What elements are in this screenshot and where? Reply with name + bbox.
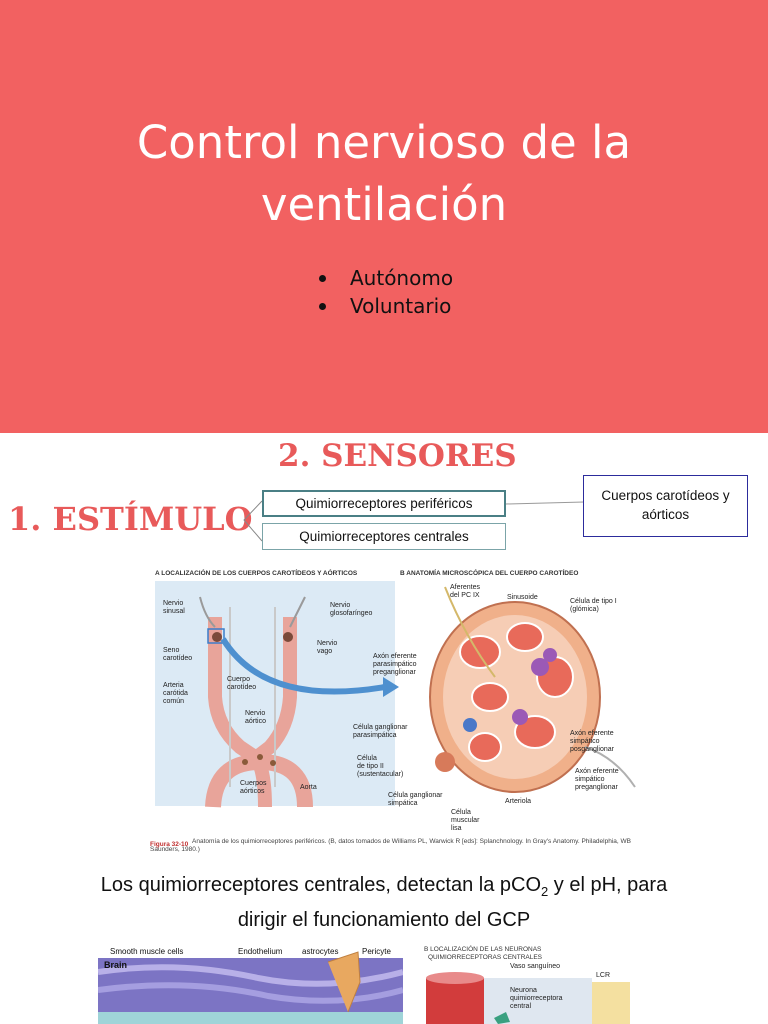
title-slide xyxy=(0,0,768,433)
svg-text:Endothelium: Endothelium xyxy=(238,947,283,956)
anatomy-figure xyxy=(145,557,640,860)
perifericos-box: Quimiorreceptores periféricos xyxy=(262,490,506,517)
slide-title xyxy=(0,112,768,236)
svg-text:lisa: lisa xyxy=(451,825,462,832)
estimulo-heading: 1. ESTÍMULO xyxy=(8,500,253,538)
svg-text:Vaso sanguíneo: Vaso sanguíneo xyxy=(510,963,561,970)
connector-line xyxy=(506,500,586,510)
svg-text:de tipo II: de tipo II xyxy=(357,763,384,770)
svg-text:QUIMIORRECEPTORAS CENTRALES: QUIMIORRECEPTORAS CENTRALES xyxy=(428,954,543,961)
svg-text:Nervio: Nervio xyxy=(163,600,184,607)
svg-text:astrocytes: astrocytes xyxy=(302,947,339,956)
carotideos-box: Cuerpos carotídeos y aórticos xyxy=(583,475,748,537)
svg-text:aórticos: aórticos xyxy=(240,788,265,795)
svg-text:Célula: Célula xyxy=(357,755,377,762)
svg-text:Célula ganglionar: Célula ganglionar xyxy=(388,792,443,799)
svg-text:simpática: simpática xyxy=(388,800,418,807)
svg-text:Nervio: Nervio xyxy=(245,710,266,717)
svg-text:Axón eferente: Axón eferente xyxy=(570,730,614,737)
svg-text:simpático: simpático xyxy=(570,738,600,745)
svg-text:Cuerpos: Cuerpos xyxy=(240,780,267,787)
svg-text:Célula ganglionar: Célula ganglionar xyxy=(353,724,408,731)
bullet-item: Autónomo xyxy=(316,264,453,292)
svg-text:Aorta: Aorta xyxy=(300,784,317,791)
svg-text:B LOCALIZACIÓN DE LAS NEURON: B LOCALIZACIÓN DE LAS NEURONAS xyxy=(424,946,542,953)
svg-text:aórtico: aórtico xyxy=(245,718,267,725)
svg-text:Arteria: Arteria xyxy=(163,682,184,689)
svg-text:Smooth muscle cells: Smooth muscle cells xyxy=(110,947,184,956)
svg-text:LCR: LCR xyxy=(596,972,611,979)
bullet-list xyxy=(316,264,453,320)
svg-text:Aferentes: Aferentes xyxy=(450,584,480,591)
sensores-heading: 2. SENSORES xyxy=(278,438,517,474)
svg-text:vago: vago xyxy=(317,648,333,655)
svg-text:Nervio: Nervio xyxy=(330,602,351,609)
bullet-dot-icon xyxy=(319,303,326,310)
svg-text:Arteriola: Arteriola xyxy=(505,798,532,805)
centrales-box: Quimiorreceptores centrales xyxy=(262,523,506,550)
svg-text:Seno: Seno xyxy=(163,647,180,654)
svg-text:parasimpático: parasimpático xyxy=(373,661,417,668)
svg-text:Neurona: Neurona xyxy=(510,987,537,994)
title-line-2: ventilación xyxy=(260,178,508,231)
svg-text:carotídeo: carotídeo xyxy=(163,655,193,662)
panel-a-title: A LOCALIZACIÓN DE LOS CUERPOS CAROTÍDEOS Y AÓRTICOS xyxy=(155,570,358,577)
svg-text:Nervio: Nervio xyxy=(317,640,338,647)
central-chemoreceptor-figure xyxy=(418,942,646,1024)
svg-text:Pericyte: Pericyte xyxy=(362,947,391,956)
bullet-item: Voluntario xyxy=(316,292,453,320)
svg-text:común: común xyxy=(163,698,185,705)
svg-text:del PC IX: del PC IX xyxy=(450,592,480,599)
svg-text:Célula: Célula xyxy=(451,809,471,816)
panel-b-title: B ANATOMÍA MICROSCÓPICA DEL CUERPO CAROTÍDEO xyxy=(400,570,579,577)
svg-text:sinusal: sinusal xyxy=(163,608,185,615)
svg-text:posganglionar: posganglionar xyxy=(570,746,614,753)
svg-text:Célula de tipo I: Célula de tipo I xyxy=(570,598,617,605)
svg-text:carótida: carótida xyxy=(163,690,188,697)
svg-text:Figura 32-10: Figura 32-10 xyxy=(150,841,189,848)
blood-brain-barrier-figure xyxy=(98,942,403,1024)
bullet-dot-icon xyxy=(319,275,326,282)
svg-text:(sustentacular): (sustentacular) xyxy=(357,771,404,778)
svg-text:Brain: Brain xyxy=(104,960,128,970)
svg-text:Cuerpo: Cuerpo xyxy=(227,676,250,683)
svg-text:preganglionar: preganglionar xyxy=(373,669,416,676)
title-line-1: Control nervioso de la xyxy=(136,116,632,169)
figure-caption: Anatomía de los quimiorreceptores periféricos. (B, datos tomados de Williams PL, Warwick R [eds]: Splanchnology. In Gray's Anatomy. Philadelphia, WB Saunders, 1980.) xyxy=(150,838,631,853)
svg-text:simpático: simpático xyxy=(575,776,605,783)
central-chemoreceptor-caption: Los quimiorreceptores centrales, detectan la pCO$_2$ y el pH, para dirigir el funcionamiento del GCP xyxy=(100,874,668,931)
svg-text:quimiorreceptora: quimiorreceptora xyxy=(510,995,563,1002)
svg-text:muscular: muscular xyxy=(451,817,480,824)
svg-text:Axón eferente: Axón eferente xyxy=(575,768,619,775)
svg-text:glosofaríngeo: glosofaríngeo xyxy=(330,610,373,617)
svg-text:Sinusoide: Sinusoide xyxy=(507,594,538,601)
svg-text:carotídeo: carotídeo xyxy=(227,684,257,691)
svg-text:Axón eferente: Axón eferente xyxy=(373,653,417,660)
svg-text:central: central xyxy=(510,1003,532,1010)
svg-text:(glómica): (glómica) xyxy=(570,606,599,613)
svg-text:preganglionar: preganglionar xyxy=(575,784,618,791)
svg-text:parasimpática: parasimpática xyxy=(353,732,397,739)
